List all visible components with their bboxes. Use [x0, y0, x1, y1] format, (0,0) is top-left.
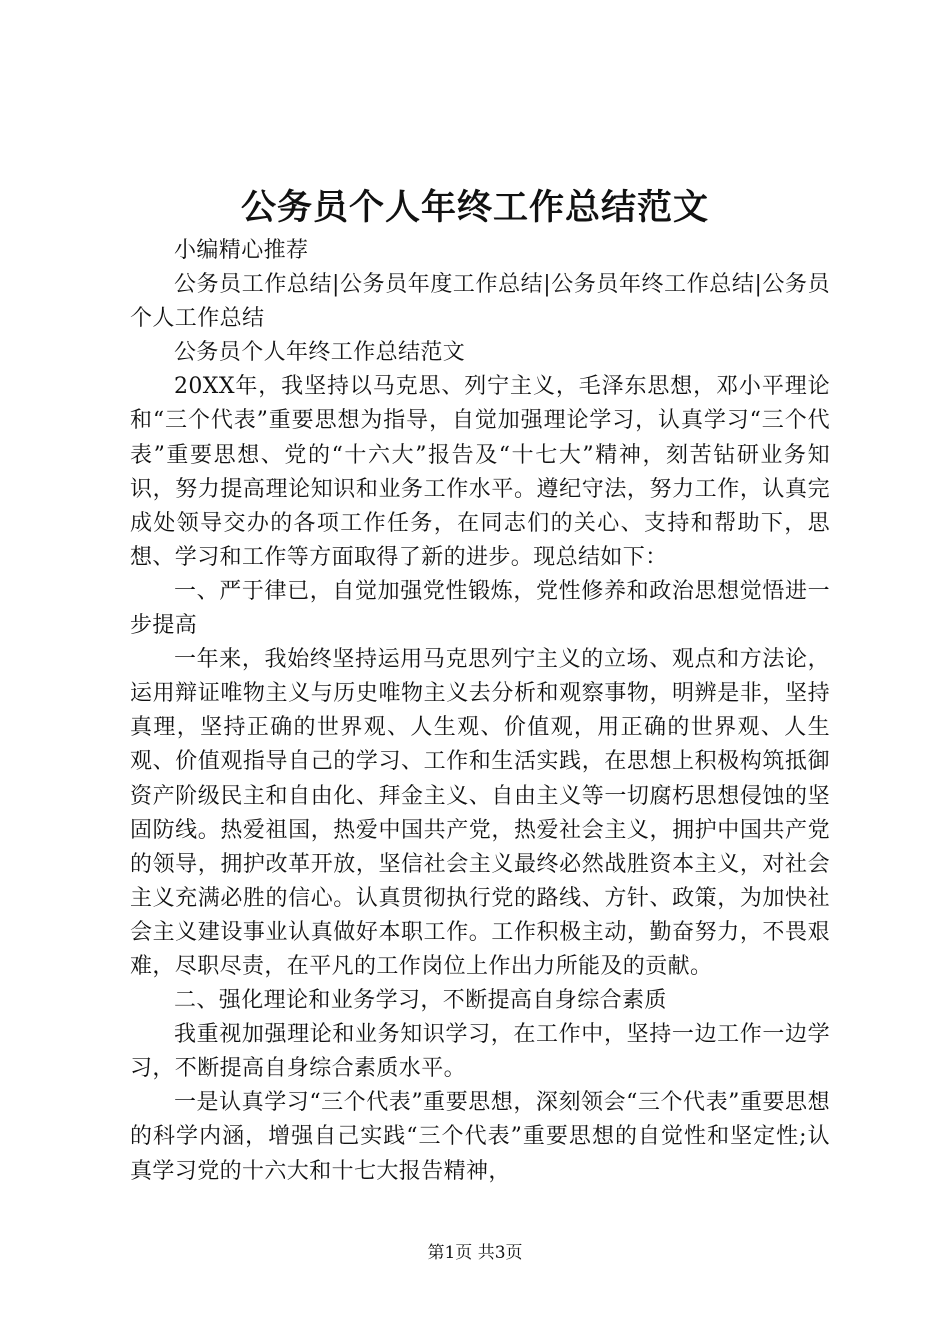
paragraph-section-1: 一年来，我始终坚持运用马克思列宁主义的立场、观点和方法论，运用辩证唯物主义与历史唯物主义去分析和观察事物，明辨是非，坚持真理，坚持正确的世界观、人生观、价值观，用正确的世界观、人生观、价值观指导自己的学习、工作和生活实践，在思想上积极构筑抵御资产阶级民主和自由化、拜金主义、自由主义等一切腐朽思想侵蚀的坚固防线。热爱祖国，热爱中国共产党，热爱社会主义，拥护中国共产党的领导，拥护改革开放，坚信社会主义最终必然战胜资本主义，对社会主义充满必胜的信心。认真贯彻执行党的路线、方针、政策，为加快社会主义建设事业认真做好本职工作。工作积极主动，勤奋努力，不畏艰难，尽职尽责，在平凡的工作岗位上作出力所能及的贡献。: [130, 647, 830, 979]
document-title: 公务员个人年终工作总结范文: [240, 187, 709, 228]
paragraph-intro: 20XX年，我坚持以马克思、列宁主义，毛泽东思想，邓小平理论和“三个代表”重要思想为指导，自觉加强理论学习，认真学习“三个代表”重要思想、党的“十六大”报告及“十七大”精神，刻苦钻研业务知识，努力提高理论知识和业务工作水平。遵纪守法，努力工作，认真完成处领导交办的各项工作任务，在同志们的关心、支持和帮助下，思想、学习和工作等方面取得了新的进步。现总结如下：: [130, 374, 830, 570]
section-heading-2: 二、强化理论和业务学习，不断提高自身综合素质: [174, 988, 667, 1014]
section-heading-1: 一、严于律已，自觉加强党性锻炼，党性修养和政治思想觉悟进一步提高: [130, 578, 830, 639]
paragraph-related-links: 公务员工作总结|公务员年度工作总结|公务员年终工作总结|公务员个人工作总结: [130, 272, 830, 332]
paragraph-section-2: 我重视加强理论和业务知识学习，在工作中，坚持一边工作一边学习，不断提高自身综合素质水平。: [130, 1022, 830, 1082]
paragraph-point-1: 一是认真学习“三个代表”重要思想，深刻领会“三个代表”重要思想的科学内涵，增强自己实践“三个代表”重要思想的自觉性和坚定性;认真学习党的十六大和十七大报告精神，: [130, 1090, 830, 1184]
paragraph-recommend: 小编精心推荐: [174, 238, 309, 263]
paragraph-subtitle: 公务员个人年终工作总结范文: [174, 340, 466, 366]
page-footer: 第1页 共3页: [427, 1243, 523, 1263]
document-body: [130, 234, 830, 1189]
